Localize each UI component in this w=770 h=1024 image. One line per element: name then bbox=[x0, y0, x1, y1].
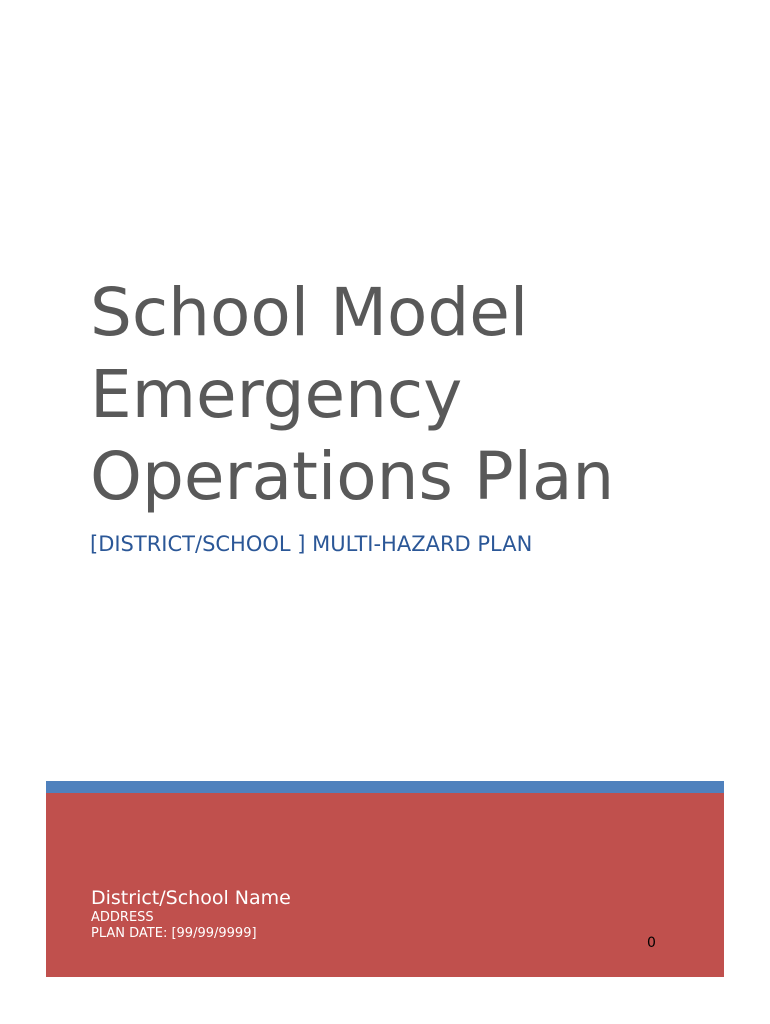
footer-panel bbox=[46, 793, 724, 977]
page-number: 0 bbox=[647, 935, 656, 951]
title-line-2: Emergency bbox=[90, 356, 463, 433]
address-line: ADDRESS bbox=[91, 910, 154, 925]
footer-band bbox=[46, 781, 724, 977]
plan-date: PLAN DATE: [99/99/9999] bbox=[91, 926, 257, 941]
title-line-1: School Model bbox=[90, 274, 529, 351]
organization-name: District/School Name bbox=[91, 887, 291, 909]
document-subtitle: [DISTRICT/SCHOOL ] MULTI-HAZARD PLAN bbox=[90, 532, 533, 556]
document-title bbox=[90, 272, 730, 518]
title-line-3: Operations Plan bbox=[90, 438, 615, 515]
accent-strip bbox=[46, 781, 724, 793]
